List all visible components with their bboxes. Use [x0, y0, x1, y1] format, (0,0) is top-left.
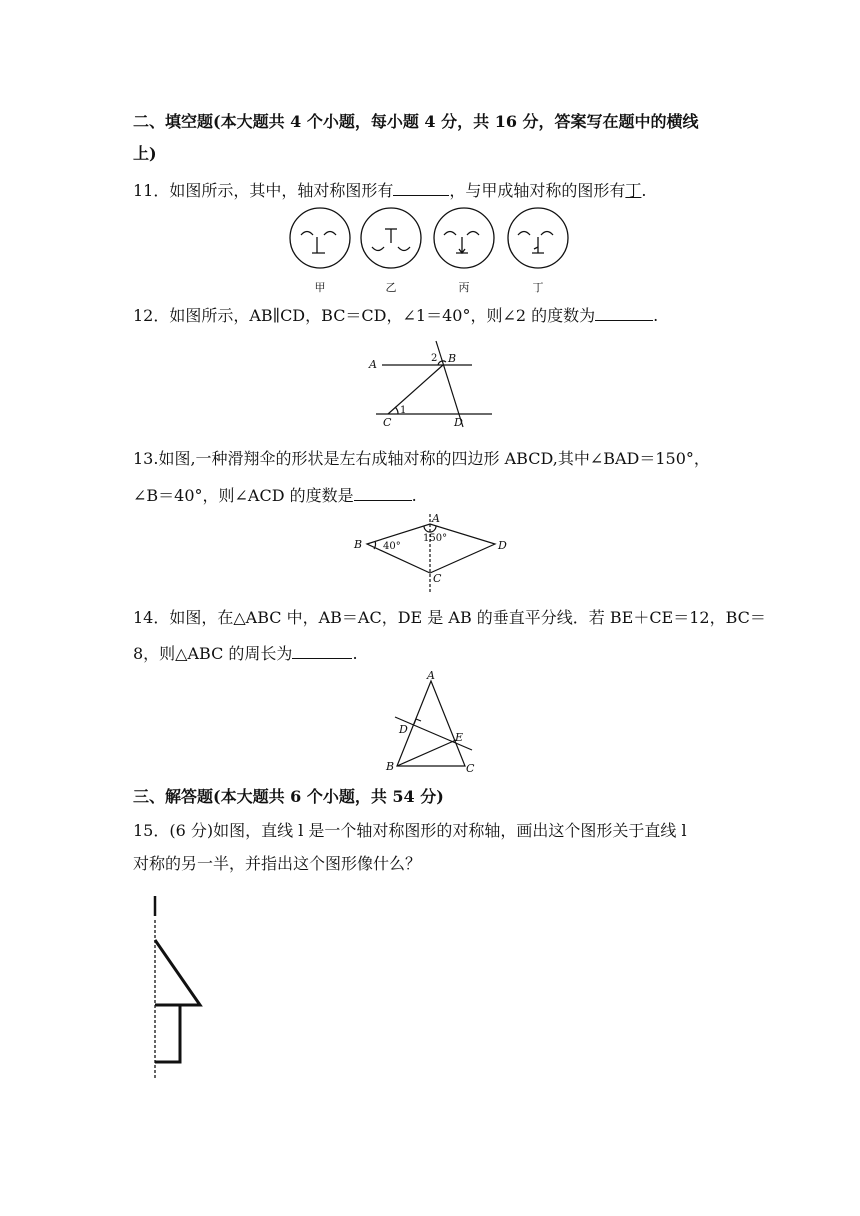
section-3-heading: 三、解答题(本大题共 6 个小题，共 54 分) [133, 787, 444, 806]
label-d: D [399, 723, 408, 736]
question-14-end: . [352, 644, 358, 663]
question-11 [133, 180, 647, 199]
label-c: C [383, 416, 392, 429]
question-13-line1: 13.如图,一种滑翔伞的形状是左右成轴对称的四边形 ABCD,其中∠BAD＝150°， [133, 449, 710, 468]
label-a: A [427, 669, 435, 682]
label-c: C [433, 572, 442, 585]
face-ding [508, 208, 568, 268]
question-11-answer: 丁 [625, 181, 642, 200]
label-angle-2: 2 [431, 353, 438, 364]
question-11-end: . [641, 181, 647, 200]
question-15-line2: 对称的另一半，并指出这个图形像什么？ [133, 854, 422, 873]
question-13-end: . [411, 486, 417, 505]
roof-half [155, 940, 200, 1005]
label-angle-1: 1 [400, 405, 407, 416]
face-label-jia: 甲 [314, 281, 326, 294]
question-12-text: 12．如图所示，AB∥CD，BC＝CD，∠1＝40°，则∠2 的度数为 [133, 306, 596, 325]
question-12 [133, 305, 658, 324]
question-14-text: 8，则△ABC 的周长为 [133, 644, 293, 663]
question-11-text-b: ，与甲成轴对称的图形有 [449, 181, 626, 200]
label-b: B [448, 352, 457, 365]
paraglider-figure [345, 510, 520, 598]
answer-blank[interactable] [393, 180, 449, 196]
label-d: D [454, 416, 463, 429]
answer-blank[interactable] [595, 305, 653, 321]
face-yi [361, 208, 421, 268]
triangle-figure [380, 668, 490, 778]
question-14-line1: 14．如图，在△ABC 中，AB＝AC，DE 是 AB 的垂直平分线．若 BE＋CE＝12，BC＝ [133, 608, 766, 627]
label-a: A [369, 358, 377, 371]
face-label-yi: 乙 [385, 281, 397, 294]
face-bing [434, 208, 494, 268]
question-13-text: ∠B＝40°，则∠ACD 的度数是 [133, 486, 354, 505]
faces-figure [280, 205, 580, 295]
label-angle-a: 150° [423, 533, 448, 544]
label-b: B [386, 760, 395, 773]
label-d: D [498, 539, 507, 552]
trunk-half [155, 1005, 180, 1062]
face-label-bing: 丙 [458, 281, 470, 294]
question-12-end: . [653, 306, 659, 325]
half-figure [140, 890, 215, 1085]
question-13-line2 [133, 485, 417, 504]
label-b: B [354, 538, 363, 551]
question-15-line1: 15．(6 分)如图，直线 l 是一个轴对称图形的对称轴，画出这个图形关于直线 l [133, 821, 687, 840]
parallel-lines-figure [360, 335, 500, 430]
face-label-ding: 丁 [532, 281, 544, 294]
label-c: C [466, 762, 475, 775]
label-angle-b: 40° [383, 541, 401, 552]
label-a: A [432, 512, 440, 525]
face-jia [290, 208, 350, 268]
question-11-text-a: 11．如图所示，其中，轴对称图形有 [133, 181, 394, 200]
answer-blank[interactable] [354, 485, 412, 501]
line-bc [388, 365, 443, 414]
section-2-heading-line2: 上) [133, 144, 157, 163]
section-2-heading-line1: 二、填空题(本大题共 4 个小题，每小题 4 分，共 16 分，答案写在题中的横线 [133, 112, 699, 131]
label-e: E [455, 731, 464, 744]
question-14-line2 [133, 643, 358, 662]
answer-blank[interactable] [292, 643, 352, 659]
